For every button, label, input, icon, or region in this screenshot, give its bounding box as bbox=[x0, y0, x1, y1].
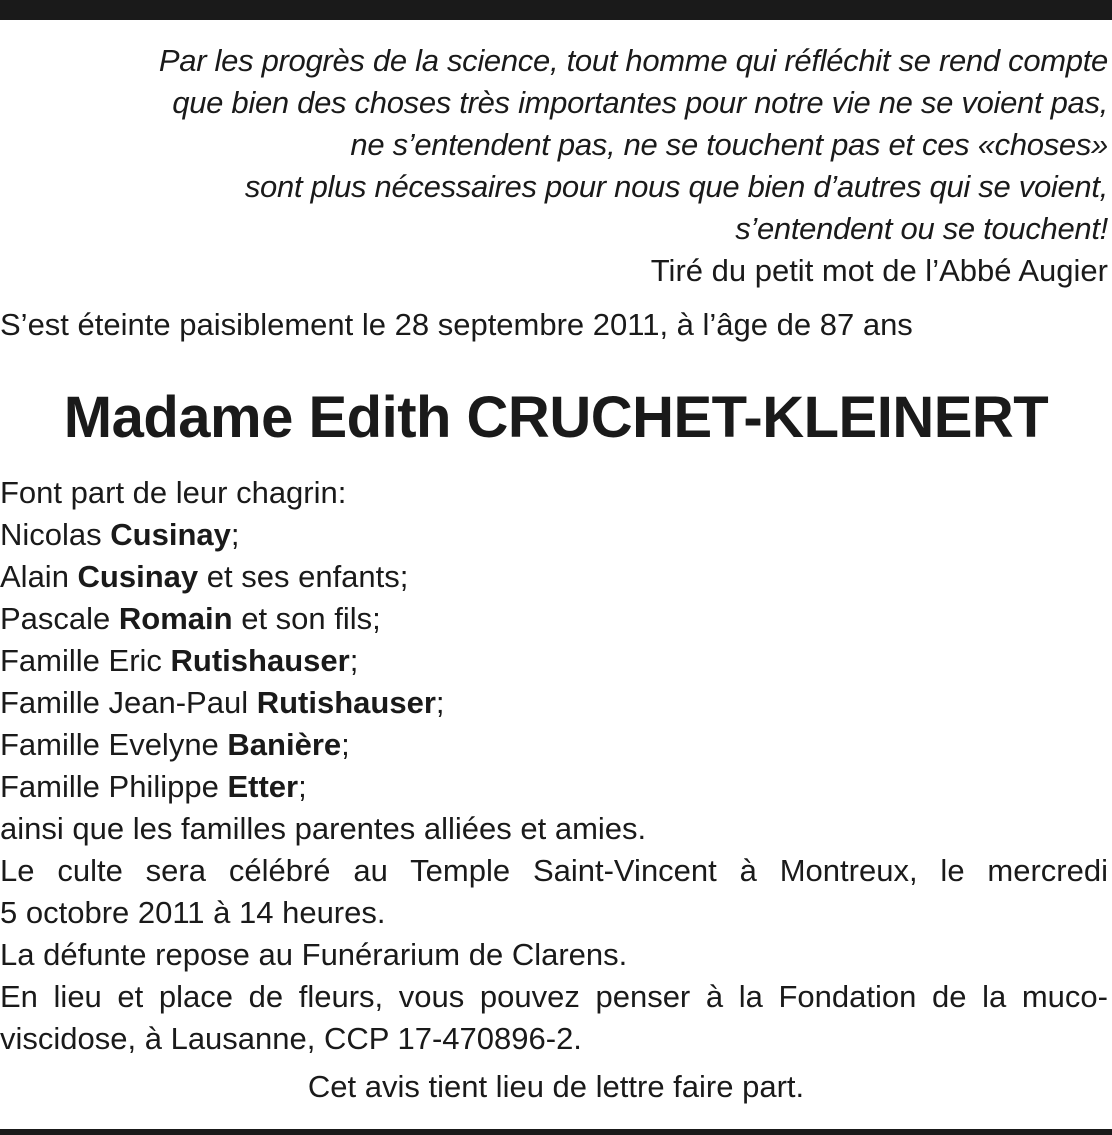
mourner-prefix: Nicolas bbox=[0, 517, 111, 552]
mourner-surname: Romain bbox=[118, 601, 233, 636]
mourner-entry bbox=[0, 556, 1108, 598]
quote-attribution: Tiré du petit mot de l’Abbé Augier bbox=[650, 253, 1108, 288]
quote-line: ne s’entendent pas, ne se touchent pas et ces «choses» bbox=[350, 127, 1108, 162]
mourner-entry bbox=[0, 598, 1108, 640]
epigraph-quote bbox=[8, 40, 1108, 250]
mourner-prefix: Famille Evelyne bbox=[0, 727, 228, 762]
mourner-prefix: Alain bbox=[0, 559, 78, 594]
rest-place-line: La défunte repose au Funérarium de Clarens. bbox=[0, 937, 628, 972]
mourner-prefix: Famille Jean-Paul bbox=[0, 685, 257, 720]
deceased-name-heading: Madame Edith CRUCHET-KLEINERT bbox=[63, 385, 1049, 450]
death-announcement: S’est éteinte paisiblement le 28 septembre 2011, à l’âge de 87 ans bbox=[0, 307, 913, 342]
mourner-entry bbox=[0, 724, 1108, 766]
mourner-surname: Cusinay bbox=[110, 517, 231, 552]
mourner-suffix: ; bbox=[230, 517, 240, 552]
mourner-entry bbox=[0, 766, 1108, 808]
mourner-suffix: ; bbox=[341, 727, 350, 762]
mourner-prefix: Famille Eric bbox=[0, 643, 171, 678]
bottom-border-rule bbox=[0, 1129, 1112, 1135]
mourner-entry bbox=[0, 514, 1108, 556]
mourner-surname: Banière bbox=[227, 727, 342, 762]
donation-line-continued: viscidose, à Lausanne, CCP 17-470896-2. bbox=[0, 1021, 582, 1056]
mourners-intro: Font part de leur chagrin: bbox=[0, 475, 347, 510]
top-border-rule bbox=[0, 0, 1112, 20]
quote-line: s’entendent ou se touchent! bbox=[735, 211, 1108, 246]
quote-line: sont plus nécessaires pour nous que bien d’autres qui se voient, bbox=[244, 169, 1108, 204]
quote-line: que bien des choses très importantes pour notre vie ne se voient pas, bbox=[172, 85, 1108, 120]
service-details-line: Le culte sera célébré au Temple Saint-Vincent à Montreux, le mercredi bbox=[0, 853, 1108, 888]
mourner-entry bbox=[0, 640, 1108, 682]
mourner-surname: Rutishauser bbox=[256, 685, 436, 720]
mourner-suffix: et ses enfants; bbox=[198, 559, 409, 594]
service-date-line: 5 octobre 2011 à 14 heures. bbox=[0, 895, 386, 930]
extended-family-line: ainsi que les familles parentes alliées et amies. bbox=[0, 811, 647, 846]
closing-note: Cet avis tient lieu de lettre faire part. bbox=[307, 1069, 805, 1104]
mourner-surname: Rutishauser bbox=[170, 643, 350, 678]
donation-line: En lieu et place de fleurs, vous pouvez penser à la Fondation de la muco- bbox=[0, 979, 1108, 1014]
mourners-block bbox=[0, 472, 1108, 1060]
mourner-surname: Cusinay bbox=[77, 559, 199, 594]
mourner-suffix: et son fils; bbox=[232, 601, 381, 636]
mourner-suffix: ; bbox=[435, 685, 445, 720]
mourner-suffix: ; bbox=[298, 769, 307, 804]
quote-line: Par les progrès de la science, tout homme qui réfléchit se rend compte bbox=[158, 43, 1108, 78]
mourner-prefix: Pascale bbox=[0, 601, 119, 636]
mourner-surname: Etter bbox=[227, 769, 299, 804]
mourner-entry bbox=[0, 682, 1108, 724]
mourner-suffix: ; bbox=[349, 643, 359, 678]
mourner-prefix: Famille Philippe bbox=[0, 769, 228, 804]
